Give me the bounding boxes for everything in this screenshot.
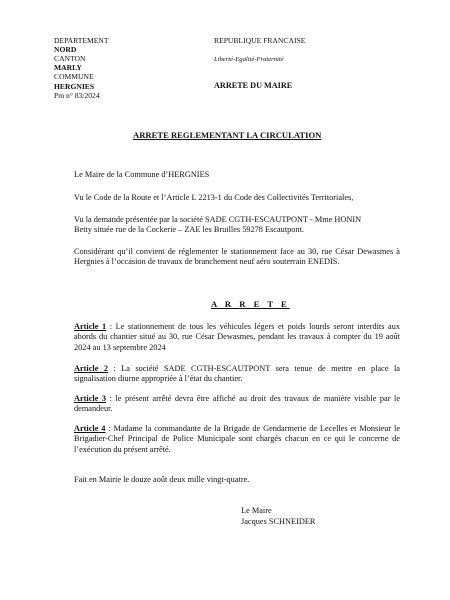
signature-name: Jacques SCHNEIDER (241, 517, 316, 526)
signature-title: Le Maire (241, 506, 272, 515)
vu-demande-line1: Vu la demande présentée par la société SADE CGTH-ESCAUTPONT - Mme HONIN (74, 215, 362, 224)
intro-text: Le Maire de la Commune d’HERGNIES (74, 170, 210, 179)
considerant-text: Considérant qu’il convient de réglementer le stationnement face au 30, rue César Dewasmes à Hergnies à l’occasion de travaux de branchement neuf aéro souterrain ENEDIS. (74, 247, 400, 267)
vu-code-route (74, 193, 400, 203)
vu-code-route-text: Vu le Code de la Route et l’Article L 2213-1 du Code des Collectivités Territoriales, (74, 193, 354, 202)
article-1-label: Article 1 (74, 322, 107, 331)
intro-line (74, 170, 400, 180)
commune-value: HERGNIES (54, 82, 95, 91)
devise: Liberté-Egalité-Fraternité (214, 56, 284, 63)
article-3-text: : le présent arrêté devra être affiché au droit des travaux de manière visible par le demandeur. (74, 394, 401, 414)
article-2 (74, 364, 400, 385)
commune-label: COMMUNE (54, 72, 94, 81)
article-2-text: : La société SADE CGTH-ESCAUTPONT sera tenue de mettre en place la signalisation diurne appropriée à l’état du chantier. (74, 364, 400, 384)
article-3 (74, 394, 400, 415)
article-2-label: Article 2 (74, 364, 109, 373)
article-3-label: Article 3 (74, 394, 107, 403)
departement-value: NORD (54, 45, 77, 54)
article-1-text: : Le stationnement de tous les véhicules légers et poids lourds seront interdits aux abords du chantier situé au 30, rue César Dewasmes, pendant les travaux à compter du 19 août 2024 au 13 septembre 2024 (74, 322, 400, 352)
arrete-du-maire: ARRETE DU MAIRE (214, 81, 293, 90)
departement-label: DEPARTEMENT (54, 36, 109, 45)
vu-demande-line2: Betty située rue de la Cockerie – ZAE les Bruilles 59278 Escautpont. (74, 225, 304, 235)
article-4 (74, 424, 400, 455)
vu-demande (74, 215, 400, 236)
canton-value: MARLY (54, 63, 82, 72)
republique-francaise: REPUBLIQUE FRANCAISE (214, 36, 306, 45)
document-title: ARRETE REGLEMENTANT LA CIRCULATION (133, 130, 322, 140)
fait-en-mairie (74, 475, 400, 485)
fait-en-mairie-text: Fait en Mairie le douze août deux mille vingt-quatre. (74, 475, 250, 484)
canton-label: CANTON (54, 54, 86, 63)
article-1 (74, 322, 400, 353)
considerant (74, 247, 400, 268)
article-4-text: : Madame la commandante de la Brigade de Gendarmerie de Lecelles et Monsieur le Brigadier-Chef Principal de Police Municipale sont chargés chacun en ce qui le concerne de l’exécution du présent arrêté. (74, 424, 400, 454)
reference-number: Pm n° 83/2024 (54, 91, 100, 100)
article-4-label: Article 4 (74, 424, 106, 433)
arrete-heading: A R R E T E (211, 299, 290, 309)
